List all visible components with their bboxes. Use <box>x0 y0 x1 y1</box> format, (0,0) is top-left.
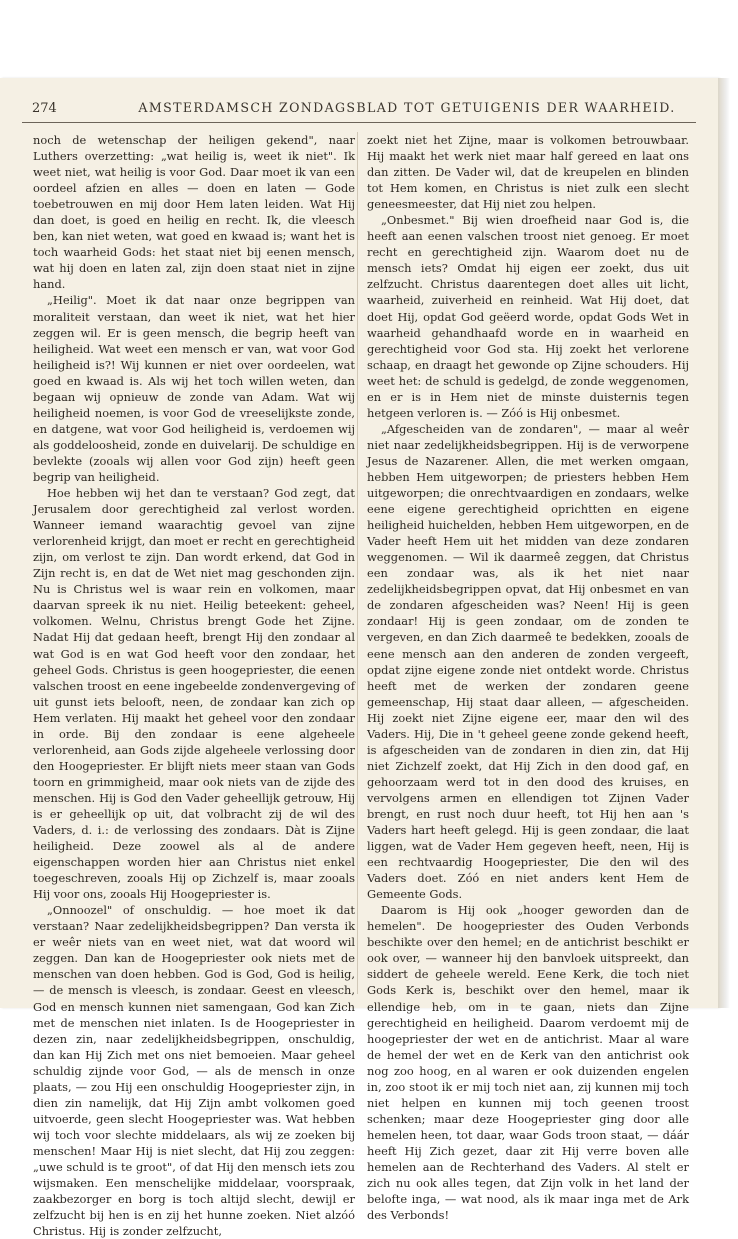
paragraph: Daarom is Hij ook „hooger geworden dan de hemelen". De hoogepriester des Ouden Verbonds beschikte over den hemel; en de antichrist beschikt er ook over, — wanneer hij den banvloek uitspreekt, dan siddert de geheele wereld. Eene Kerk, die toch niet Gods Kerk is, beschikt over den hemel, maar ik ellendige heb, om in te gaan, niets dan Zijne gerechtigheid en heiligheid. Daarom verdoemt mij de hoogepriester der wet en de antichrist. Maar al ware de hemel der wet en de Kerk van den antichrist ook nog zoo hoog, en al waren er ook duizenden engelen in, zoo stoot ik er mij toch niet aan, zij kunnen mij toch niet helpen en kunnen mij toch geenen troost schenken; maar deze Hoogepriester ging door alle hemelen heen, tot daar, waar Gods troon staat, — dáár heeft Hij Zich gezet, daar zit Hij verre boven alle hemelen aan de Rechterhand des Vaders. Al stelt er zich nu ook alles tegen, dat Zijn volk in het land der belofte inga, — wat nood, als ik maar inga met de Ark des Verbonds! <box>367 903 689 1223</box>
left-column <box>33 132 355 1239</box>
page-header <box>22 96 696 123</box>
paragraph: „Afgescheiden van de zondaren", — maar al weêr niet naar zedelijkheidsbegrippen. Hij is de verworpene Jesus de Nazarener. Allen, die met werken omgaan, hebben Hem uitgeworpen; de priesters hebben Hem uitgeworpen; die onrechtvaardigen en zondaars, welke eene eigene gerechtigheid oprichtten en eigene heiligheid huichelden, hebben Hem uitgeworpen, en de Vader heeft Hem uit het midden van deze zondaren weggenomen. — Wil ik daarmeê zeggen, dat Christus een zondaar was, als ik het niet naar zedelijkheidsbegrippen opvat, dat Hij onbesmet en van de zondaren afgescheiden was? Neen! Hij is geen zondaar! Hij is geen zondaar, om de zonden te vergeven, en dan Zich daarmeê te bedekken, zooals de eene mensch aan den anderen de zonden vergeeft, opdat zijne eigene zonde niet ontdekt worde. Christus heeft met de werken der zondaren geene gemeenschap, Hij staat daar alleen, — afgescheiden. Hij zoekt niet Zijne eigene eer, maar den wil des Vaders. Hij, Die in 't geheel geene zonde gekend heeft, is afgescheiden van de zondaren in dien zin, dat Hij niet Zichzelf zoekt, dat Hij Zich in den dood gaf, en gehoorzaam werd tot in den dood des kruises, en vervolgens armen en ellendigen tot Zijnen Vader brengt, en rust noch duur heeft, tot Hij hen aan 's Vaders hart heeft gelegd. Hij is geen zondaar, die laat liggen, wat de Vader Hem gegeven heeft, neen, Hij is een rechtvaardig Hoogepriester, Die den wil des Vaders doet. Zóó en niet anders kent Hem de Gemeente Gods. <box>367 421 689 902</box>
right-column <box>367 132 689 1223</box>
paragraph: noch de wetenschap der heiligen gekend", naar Luthers overzetting: „wat heilig is, weet ik niet". Ik weet niet, wat heilig is voor God. Daar moet ik van een oordeel afzien en alles — doen en laten — Gode toebetrouwen en mij door Hem laten leiden. Wat Hij dan doet, is goed en heilig en recht. Ik, die vleesch ben, kan niet weten, wat goed en kwaad is; want het is toch waarheid Gods: het staat niet bij eenen mensch, wat hij doen en laten zal, zijn doen staat niet in zijne hand. <box>33 133 355 292</box>
page-number: 274 <box>32 101 57 116</box>
column-divider <box>357 132 358 994</box>
paragraph: Hoe hebben wij het dan te verstaan? God zegt, dat Jerusalem door gerechtigheid zal verlost worden. Wanneer iemand waarachtig gevoel van zijne verlorenheid krijgt, dan moet er recht en gerechtigheid zijn, om verlost te zijn. Dan wordt erkend, dat God in Zijn recht is, en dat de Wet niet mag geschonden zijn. Nu is Christus wel is waar rein en volkomen, maar daarvan spreek ik nu niet. Heilig beteekent: geheel, volkomen. Welnu, Christus brengt Gode het Zijne. Nadat Hij dat gedaan heeft, brengt Hij den zondaar al wat God is en wat God heeft voor den zondaar, het geheel Gods. Christus is geen hoogepriester, die eenen valschen troost en eene ingebeelde zondenvergeving of uit gunst iets belooft, neen, de zondaar kan zich op Hem verlaten. Hij maakt het geheel voor den zondaar in orde. Bij den zondaar is eene algeheele verlorenheid, aan Gods zijde algeheele verlossing door den Hoogepriester. Er blijft niets meer staan van Gods toorn en grimmigheid, maar ook niets van de zijde des menschen. Hij is God den Vader geheellijk getrouw, Hij is er geheellijk op uit, dat volbracht zij de wil des Vaders, d. i.: de verlossing des zondaars. Dàt is Zijne heiligheid. Deze zoowel als al de andere eigenschappen worden hier aan Christus niet enkel toegeschreven, zooals Hij op Zichzelf is, maar zooals Hij voor ons, zooals Hij Hoogepriester is. <box>33 486 355 902</box>
paragraph: zoekt niet het Zijne, maar is volkomen betrouwbaar. Hij maakt het werk niet maar half gereed en laat ons dan zitten. De Vader wil, dat de kreupelen en blinden tot Hem komen, en Christus is niet zulk een slecht geneesmeester, dat Hij niet zou helpen. <box>367 133 689 212</box>
paragraph: „Onbesmet." Bij wien droefheid naar God is, die heeft aan eenen valschen troost niet genoeg. Er moet recht en gerechtigheid zijn. Waarom doet nu de mensch iets? Omdat hij eigen eer zoekt, dus uit zelfzucht. Christus daarentegen doet alles uit licht, waarheid, zuiverheid en reinheid. Wat Hij doet, dat doet Hij, opdat God geëerd worde, opdat Gods Wet in waarheid gehandhaafd worde en in waarheid en gerechtigheid voor God sta. Hij zoekt het verlorene schaap, en draagt het gewonde op Zijne schouders. Hij weet het: de schuld is gedelgd, de zonde weggenomen, en er is in Hem niet de minste duisternis tegen hetgeen verloren is. — Zóó is Hij onbesmet. <box>367 213 689 420</box>
page-edge-shadow <box>718 78 730 1008</box>
running-title: AMSTERDAMSCH ZONDAGSBLAD TOT GETUIGENIS DER WAARHEID. <box>138 100 676 115</box>
paragraph: „Heilig". Moet ik dat naar onze begrippen van moraliteit verstaan, dan weet ik niet, wat het hier zeggen wil. Er is geen mensch, die begrip heeft van heiligheid. Wat weet een mensch er van, wat voor God heiligheid is?! Wij kunnen er niet over oordeelen, wat goed en kwaad is. Als wij het toch willen weten, dan begaan wij opnieuw de zonde van Adam. Wat wij heiligheid noemen, is voor God de vreeselijkste zonde, en datgene, wat voor God heiligheid is, verdoemen wij als goddeloosheid, zonde en duivelarij. De schuldige en bevlekte (zooals wij allen voor God zijn) heeft geen begrip van heiligheid. <box>33 293 355 484</box>
paragraph: „Onnoozel" of onschuldig. — hoe moet ik dat verstaan? Naar zedelijkheidsbegrippen? Dan versta ik er weêr niets van en weet niet, wat dat woord wil zeggen. Dan kan de Hoogepriester ook niets met de menschen van doen hebben. God is God, God is heilig, — de mensch is vleesch, is zondaar. Geest en vleesch, God en mensch kunnen niet samengaan, God kan Zich met de menschen niet inlaten. Is de Hoogepriester in dezen zin, naar zedelijkheidsbegrippen, onschuldig, dan kan Hij Zich met ons niet bemoeien. Maar geheel schuldig zijnde voor God, — als de mensch in onze plaats, — zou Hij een onschuldig Hoogepriester zijn, in dien zin namelijk, dat Hij Zijn ambt volkomen goed uitvoerde, geen slecht Hoogepriester was. Wat hebben wij toch voor slechte middelaars, als wij ze zoeken bij menschen! Maar Hij is niet slecht, dat Hij zou zeggen: „uwe schuld is te groot", of dat Hij den mensch iets zou wijsmaken. Een menschelijke middelaar, voorspraak, zaakbezorger en borg is toch altijd slecht, dewijl er zelfzucht bij hen is en zij het hunne zoeken. Niet alzóó Christus. Hij is zonder zelfzucht, <box>33 903 355 1239</box>
